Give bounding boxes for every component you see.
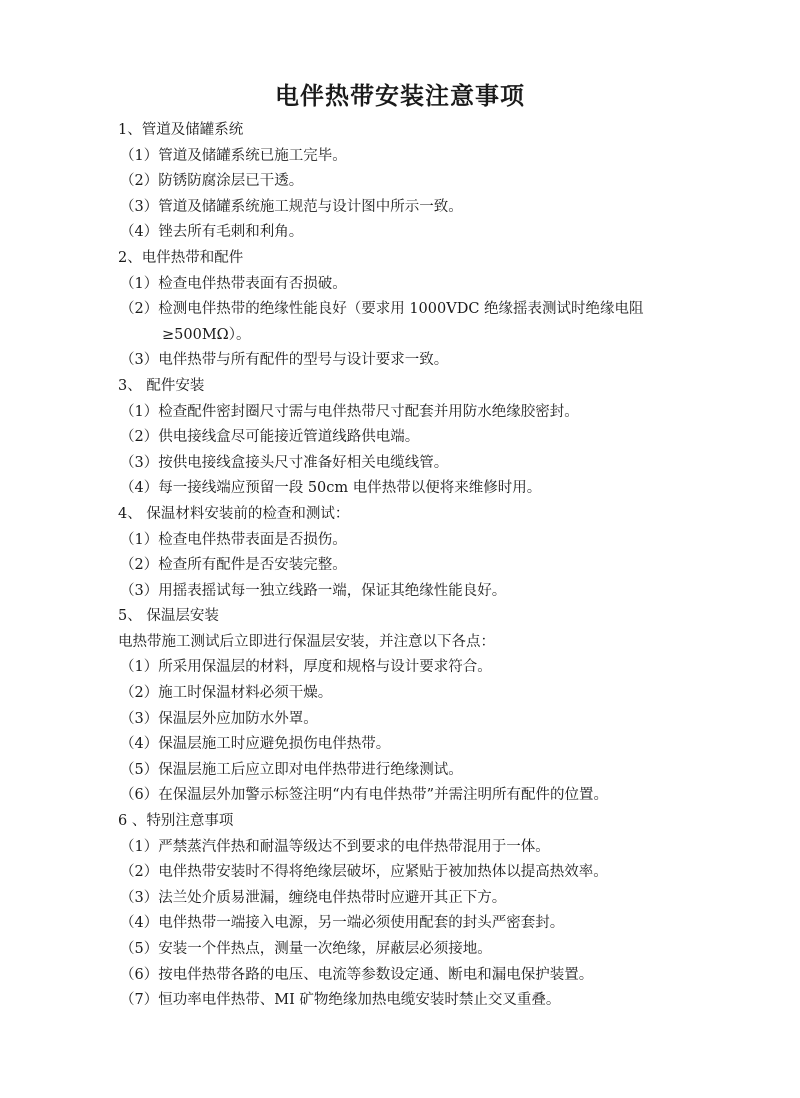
list-item: （4）保温层施工时应避免损伤电伴热带。	[120, 736, 391, 753]
list-item: （2）检查所有配件是否安装完整。	[120, 557, 347, 574]
list-item: （7）恒功率电伴热带、MI 矿物绝缘加热电缆安装时禁止交叉重叠。	[120, 992, 561, 1009]
list-item: （2）防锈防腐涂层已干透。	[120, 173, 304, 190]
list-item-continuation: ≥500MΩ）。	[162, 326, 251, 343]
section-heading: 6 、特别注意事项	[118, 813, 234, 830]
section-intro: 电热带施工测试后立即进行保温层安装，并注意以下各点：	[118, 633, 495, 650]
list-item: （2）施工时保温材料必须干燥。	[120, 685, 333, 702]
list-item: （3）电伴热带与所有配件的型号与设计要求一致。	[120, 352, 449, 369]
list-item: （1）管道及储罐系统已施工完毕。	[120, 147, 347, 164]
list-item: （3）按供电接线盒接头尺寸准备好相关电缆线管。	[120, 454, 449, 471]
list-item: （4）电伴热带一端接入电源，另一端必须使用配套的封头严密套封。	[120, 915, 565, 932]
list-item: （1）所采用保温层的材料，厚度和规格与设计要求符合。	[120, 659, 492, 676]
list-item: （3）法兰处介质易泄漏，缠绕电伴热带时应避开其正下方。	[120, 889, 507, 906]
document-body	[118, 118, 718, 1014]
list-item: （2）供电接线盒尽可能接近管道线路供电端。	[120, 429, 420, 446]
list-item: （1）检查配件密封圈尺寸需与电伴热带尺寸配套并用防水绝缘胶密封。	[120, 403, 579, 420]
list-item: （5）安装一个伴热点，测量一次绝缘，屏蔽层必须接地。	[120, 941, 492, 957]
list-item: （1）检查电伴热带表面是否损伤。	[120, 531, 347, 548]
section-heading: 3、 配件安装	[118, 377, 205, 394]
list-item: （5）保温层施工后应立即对电伴热带进行绝缘测试。	[120, 761, 463, 778]
section-heading: 2、电伴热带和配件	[118, 249, 244, 266]
list-item: （3）管道及储罐系统施工规范与设计图中所示一致。	[120, 198, 463, 215]
section-heading: 4、 保温材料安装前的检查和测试：	[118, 505, 350, 522]
section-heading: 5、 保温层安装	[118, 608, 219, 625]
list-item: （1）检查电伴热带表面有否损破。	[120, 275, 347, 292]
list-item: （3）用摇表摇试每一独立线路一端，保证其绝缘性能良好。	[120, 582, 507, 599]
document-title: 电伴热带安装注意事项	[275, 82, 525, 110]
list-item: （2）检测电伴热带的绝缘性能良好（要求用 1000VDC 绝缘摇表测试时绝缘电阻	[120, 301, 644, 318]
list-item: （6）按电伴热带各路的电压、电流等参数设定通、断电和漏电保护装置。	[120, 966, 594, 983]
list-item: （3）保温层外应加防水外罩。	[120, 710, 318, 727]
section-heading: 1、管道及储罐系统	[118, 122, 244, 138]
list-item: （2）电伴热带安装时不得将绝缘层破坏，应紧贴于被加热体以提高热效率。	[120, 864, 608, 881]
list-item: （4）锉去所有毛刺和利角。	[120, 224, 304, 241]
list-item: （4）每一接线端应预留一段 50cm 电伴热带以便将来维修时用。	[120, 480, 542, 497]
list-item: （6）在保温层外加警示标签注明“内有电伴热带”并需注明所有配件的位置。	[120, 787, 609, 804]
list-item: （1）严禁蒸汽伴热和耐温等级达不到要求的电伴热带混用于一体。	[120, 838, 550, 855]
